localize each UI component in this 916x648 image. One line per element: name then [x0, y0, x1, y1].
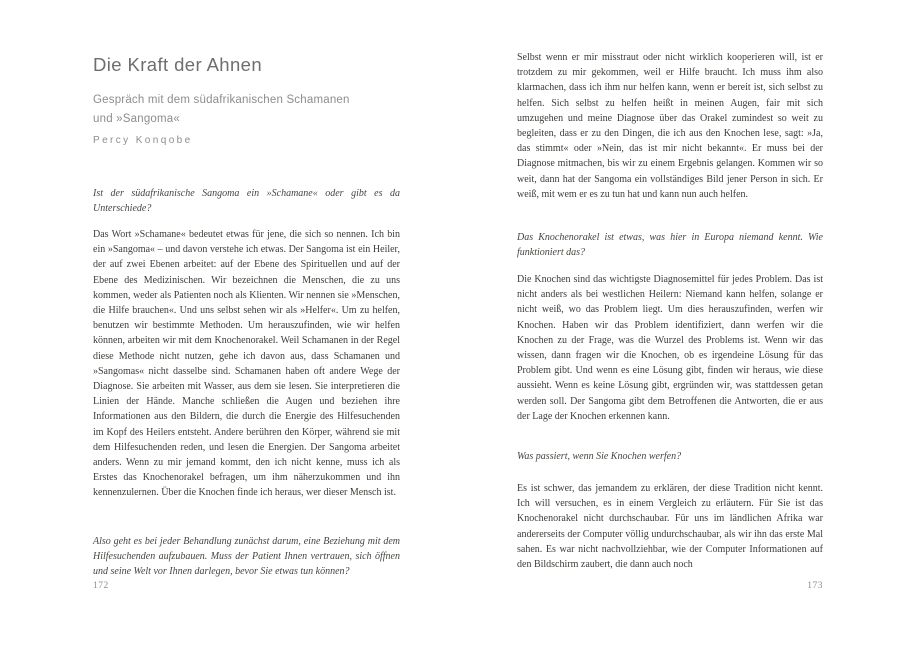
interview-question-3: Das Knochenorakel ist etwas, was hier in Europa niemand kennt. Wie funktioniert das? [517, 232, 823, 259]
interview-question-2: Also geht es bei jeder Behandlung zunächst darum, eine Beziehung mit dem Hilfesuchenden aufzubauen. Muss der Patient Ihnen vertrauen, sich öffnen und seine Welt vor Ihnen darlegen, bevor Sie etwas tun können? [93, 536, 400, 578]
chapter-subtitle-line-2: und »Sangoma« [93, 112, 181, 125]
answer-paragraph-3: Die Knochen sind das wichtigste Diagnosemittel für jedes Problem. Das ist nicht anders als bei westlichen Heilern: Niemand kann helfen, solange er nicht weiß, wo das Problem liegt. Um dies herauszufinden, werfen wir Knochen. Haben wir das Problem identifiziert, dann werfen wir die Knochen zu der Frage, was die Wurzel des Problems ist. Wenn wir das wissen, dann fragen wir die Knochen, ob es irgendeine Lösung für das Problem gibt. Und wenn es eine Lösung gibt, finden wir heraus, wie diese aussieht. Wenn es keine Lösung gibt, ergründen wir, was stattdessen getan werden soll. Der Sangoma gibt dem Betroffenen die Antworten, die er aus der Lage der Knochen erkennen kann. [517, 274, 823, 422]
chapter-subtitle [93, 91, 400, 128]
interview-question-4: Was passiert, wenn Sie Knochen werfen? [517, 451, 682, 462]
chapter-subtitle-line-1: Gespräch mit dem südafrikanischen Schamanen [93, 94, 350, 106]
answer-paragraph-1: Das Wort »Schamane« bedeutet etwas für jene, die sich so nennen. Ich bin ein »Sangoma« – und davon verstehe ich etwas. Der Sangoma ist ein Heiler, der auf zwei Ebenen arbeitet: auf der Ebene des Spirituellen und auf der Ebene des Medizinischen. Wir bezeichnen die Menschen, die zu uns kommen, weder als Patienten noch als Klienten. Wir nennen sie »Menschen, die Hilfe brauchen«. Und uns selbst sehen wir als »Helfer«. Um zu helfen, benutzen wir bestimmte Methoden. Um herauszufinden, wie wir helfen können, arbeiten wir mit dem Knochenorakel. Weil Schamanen in der Regel diese Methode nicht nutzen, gehe ich davon aus, dass Schamanen und »Sangomas« nicht dasselbe sind. Schamanen haben oft andere Wege der Diagnose. Sie arbeiten mit Wasser, aus dem sie lesen. Sie interpretieren die Linien der Hände. Manche schließen die Augen und beziehen ihre Informationen aus den Bildern, die durch die Energie des Hilfesuchenden im Kopf des Heilers entsteht. Andere berühren den Körper, während sie mit dem Hilfesuchenden reden, und lesen die Energien. Der Sangoma arbeitet anders. Wenn zu mir jemand kommt, den ich nicht kenne, muss ich als Erstes das Knochenorakel befragen, um ihm näherzukommen und ihn kennenzulernen. Über die Knochen finde ich heraus, wer dieser Mensch ist. [93, 229, 400, 499]
answer-paragraph-2: Selbst wenn er mir misstraut oder nicht wirklich kooperieren will, ist er trotzdem zu mir gekommen, weil er Hilfe braucht. Ich muss ihm also klarmachen, dass ich ihm nur helfen kann, wenn er bereit ist, sich selbst zu helfen. Sich selbst zu helfen heißt in meinen Augen, fair mit sich umzugehen und meine Diagnose über das Orakel zumindest so weit zu begleiten, dass er zu den Dingen, die ich aus den Knochen lese, sagt: »Ja, das stimmt« oder »Nein, das ist mir nicht bekannt«. Er muss bei der Diagnose mitmachen, bis wir zu einem Ergebnis gelangen. Kommen wir so weit, dann hat der Sangoma ein vollständiges Bild jener Person in sich. Er weiß, mit wem er es zu tun hat und kann nun auch helfen. [517, 52, 823, 200]
answer-paragraph-4: Es ist schwer, das jemandem zu erklären, der diese Tradition nicht kennt. Ich will versuchen, es in einem Vergleich zu erläutern. Für Sie ist das Knochenorakel nicht durchschaubar. Für uns im ländlichen Afrika war andererseits der Computer völlig undurchschaubar, als wir ihn das erste Mal sahen. Es war nicht nachvollziehbar, wie der Computer Informationen auf den Bildschirm zaubert, die dann auch noch [517, 483, 823, 571]
page-number-right: 173 [807, 581, 823, 591]
author-name: Percy Konqobe [93, 135, 193, 146]
chapter-title: Die Kraft der Ahnen [93, 54, 263, 75]
interview-question-1: Ist der südafrikanische Sangoma ein »Schamane« oder gibt es da Unterschiede? [93, 188, 400, 215]
page-number-left: 172 [93, 581, 109, 591]
